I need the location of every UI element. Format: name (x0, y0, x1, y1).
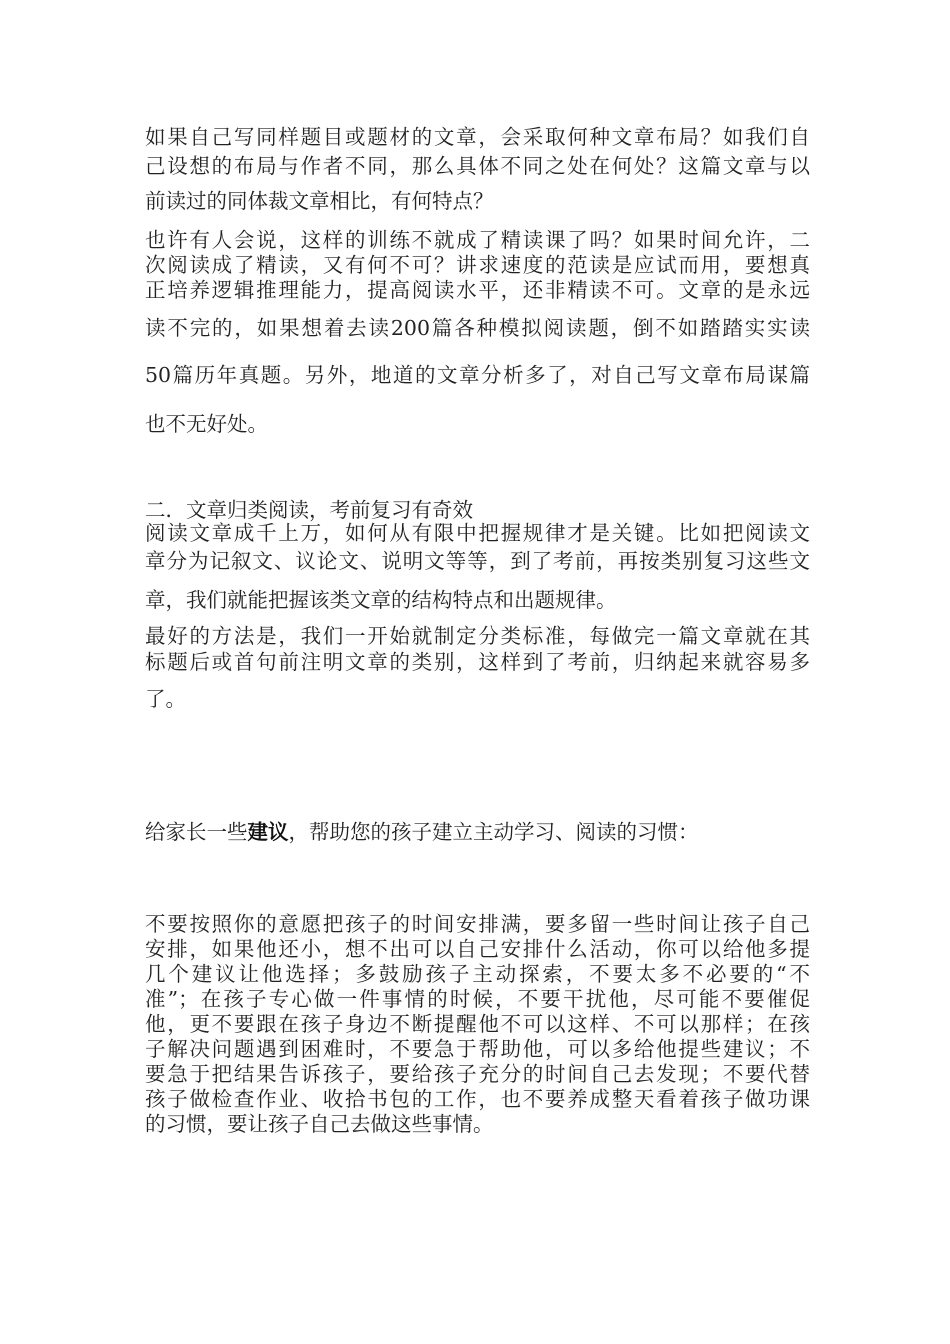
text-line: 也许有人会说，这样的训练不就成了精读课了吗？如果时间允许，二 (145, 228, 810, 252)
section-heading: 二．文章归类阅读，考前复习有奇效 (145, 498, 473, 522)
advice-intro-after: ，帮助您的孩子建立主动学习、阅读的习惯： (288, 820, 699, 844)
text-line: 标题后或首句前注明文章的类别，这样到了考前，归纳起来就容易多 (145, 650, 810, 674)
text-line: 安排，如果他还小，想不出可以自己安排什么活动，你可以给他多提 (145, 937, 810, 961)
text-line: 孩子做检查作业、收拾书包的工作，也不要养成整天看着孩子做功课 (145, 1087, 810, 1111)
text-line: 阅读文章成千上万，如何从有限中把握规律才是关键。比如把阅读文 (145, 521, 810, 545)
text-line: 50篇历年真题。另外，地道的文章分析多了，对自己写文章布局谋篇 (145, 363, 810, 387)
text-line: 几个建议让他选择；多鼓励孩子主动探索，不要太多不必要的“不 (145, 962, 810, 986)
text-line: 的习惯，要让孩子自己去做这些事情。 (145, 1112, 494, 1136)
text-line: 己设想的布局与作者不同，那么具体不同之处在何处？这篇文章与以 (145, 154, 810, 178)
text-line: 子解决问题遇到困难时，不要急于帮助他，可以多给他提些建议；不 (145, 1037, 810, 1061)
text-line: 不要按照你的意愿把孩子的时间安排满，要多留一些时间让孩子自己 (145, 912, 810, 936)
text-line: 了。 (145, 687, 186, 711)
text-line: 最好的方法是，我们一开始就制定分类标准，每做完一篇文章就在其 (145, 624, 810, 648)
text-line: 前读过的同体裁文章相比，有何特点？ (145, 189, 494, 213)
text-line: 要急于把结果告诉孩子，要给孩子充分的时间自己去发现；不要代替 (145, 1062, 810, 1086)
text-line: 正培养逻辑推理能力，提高阅读水平，还非精读不可。文章的是永远 (145, 278, 810, 302)
text-line: 章分为记叙文、议论文、说明文等等，到了考前，再按类别复习这些文 (145, 549, 810, 573)
text-line: 也不无好处。 (145, 412, 268, 436)
advice-intro (145, 819, 810, 845)
text-line: 读不完的，如果想着去读200篇各种模拟阅读题，倒不如踏踏实实读 (145, 316, 810, 340)
advice-intro-before: 给家长一些 (145, 820, 248, 844)
text-line: 准”；在孩子专心做一件事情的时候，不要干扰他，尽可能不要催促 (145, 987, 810, 1011)
text-line: 他，更不要跟在孩子身边不断提醒他不可以这样、不可以那样；在孩 (145, 1012, 810, 1036)
text-line: 如果自己写同样题目或题材的文章，会采取何种文章布局？如我们自 (145, 125, 810, 149)
text-line: 章，我们就能把握该类文章的结构特点和出题规律。 (145, 588, 617, 612)
advice-intro-bold: 建议 (247, 820, 289, 844)
text-line: 次阅读成了精读，又有何不可？讲求速度的范读是应试而用，要想真 (145, 253, 810, 277)
